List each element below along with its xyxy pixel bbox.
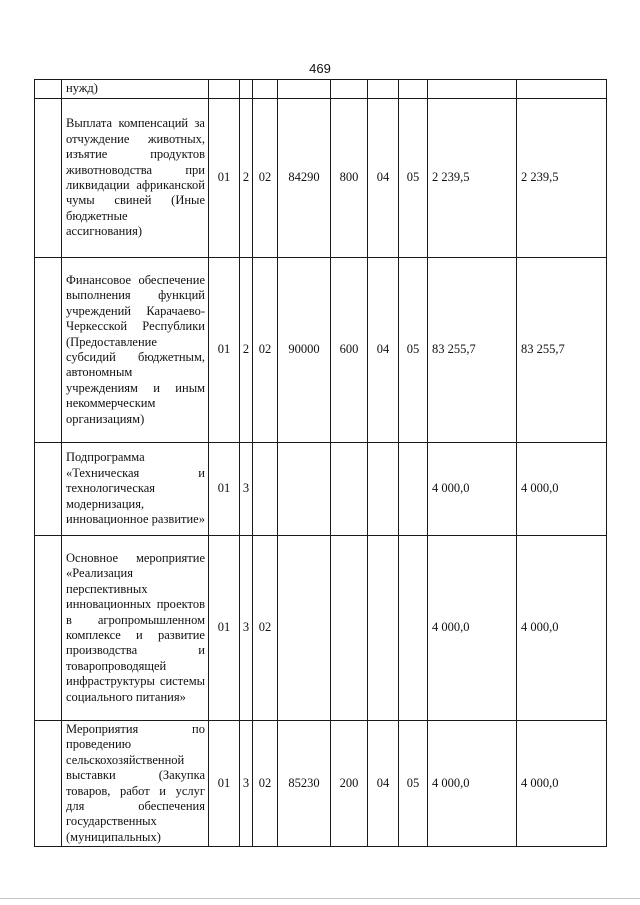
direction-code (278, 536, 331, 721)
table-row (35, 99, 607, 258)
row-description: Выплата компенсаций за отчуждение животных, изъятие продуктов животноводства при ликвидации африканской чумы свиней (Иные бюджетные ассигнования) (62, 99, 209, 258)
program-code (209, 80, 240, 99)
expense-type-code (331, 536, 368, 721)
table-row (35, 721, 607, 847)
amount-year-2: 4 000,0 (517, 721, 607, 847)
expense-type-code: 600 (331, 258, 368, 443)
table-row (35, 80, 607, 99)
amount-year-1: 4 000,0 (428, 536, 517, 721)
amount-year-2: 4 000,0 (517, 536, 607, 721)
row-number-cell (35, 721, 62, 847)
direction-code (278, 80, 331, 99)
amount-year-2: 4 000,0 (517, 443, 607, 536)
table-row (35, 258, 607, 443)
row-number-cell (35, 258, 62, 443)
amount-year-1 (428, 80, 517, 99)
subsection-code (399, 80, 428, 99)
event-code (253, 80, 278, 99)
table-row (35, 536, 607, 721)
page-number: 469 (309, 61, 331, 76)
subsection-code (399, 536, 428, 721)
row-number-cell (35, 99, 62, 258)
section-code (368, 536, 399, 721)
event-code (253, 443, 278, 536)
expense-type-code (331, 443, 368, 536)
budget-table (34, 79, 607, 847)
event-code: 02 (253, 721, 278, 847)
event-code: 02 (253, 258, 278, 443)
row-description: нужд) (62, 80, 209, 99)
section-code: 04 (368, 721, 399, 847)
subprogram-code: 3 (240, 536, 253, 721)
section-code: 04 (368, 99, 399, 258)
subsection-code: 05 (399, 721, 428, 847)
amount-year-1: 2 239,5 (428, 99, 517, 258)
row-number-cell (35, 536, 62, 721)
amount-year-2: 83 255,7 (517, 258, 607, 443)
row-description: Подпрограмма «Техническая и технологическая модернизация, инновационное развитие» (62, 443, 209, 536)
subprogram-code: 3 (240, 721, 253, 847)
subprogram-code (240, 80, 253, 99)
subsection-code: 05 (399, 99, 428, 258)
direction-code: 84290 (278, 99, 331, 258)
subprogram-code: 3 (240, 443, 253, 536)
amount-year-1: 4 000,0 (428, 443, 517, 536)
row-number-cell (35, 80, 62, 99)
subsection-code (399, 443, 428, 536)
program-code: 01 (209, 721, 240, 847)
row-description: Основное мероприятие «Реализация перспективных инновационных проектов в агропромышленном комплексе и развитие производства и товаропроводящей инфраструктуры системы социального питания» (62, 536, 209, 721)
amount-year-1: 83 255,7 (428, 258, 517, 443)
section-code (368, 80, 399, 99)
event-code: 02 (253, 99, 278, 258)
row-description: Финансовое обеспечение выполнения функций учреждений Карачаево-Черкесской Республики (Предоставление субсидий бюджетным, автономным учреждениям и иным некоммерческим организациям) (62, 258, 209, 443)
section-code (368, 443, 399, 536)
section-code: 04 (368, 258, 399, 443)
direction-code: 90000 (278, 258, 331, 443)
table-row (35, 443, 607, 536)
direction-code: 85230 (278, 721, 331, 847)
program-code: 01 (209, 536, 240, 721)
amount-year-1: 4 000,0 (428, 721, 517, 847)
expense-type-code (331, 80, 368, 99)
program-code: 01 (209, 99, 240, 258)
row-description: Мероприятия по проведению сельскохозяйственной выставки (Закупка товаров, работ и услуг для обеспечения государственных (муниципальных) (62, 721, 209, 847)
subprogram-code: 2 (240, 258, 253, 443)
event-code: 02 (253, 536, 278, 721)
direction-code (278, 443, 331, 536)
expense-type-code: 200 (331, 721, 368, 847)
program-code: 01 (209, 443, 240, 536)
expense-type-code: 800 (331, 99, 368, 258)
subprogram-code: 2 (240, 99, 253, 258)
program-code: 01 (209, 258, 240, 443)
amount-year-2 (517, 80, 607, 99)
subsection-code: 05 (399, 258, 428, 443)
row-number-cell (35, 443, 62, 536)
scan-edge-line (0, 898, 640, 899)
amount-year-2: 2 239,5 (517, 99, 607, 258)
